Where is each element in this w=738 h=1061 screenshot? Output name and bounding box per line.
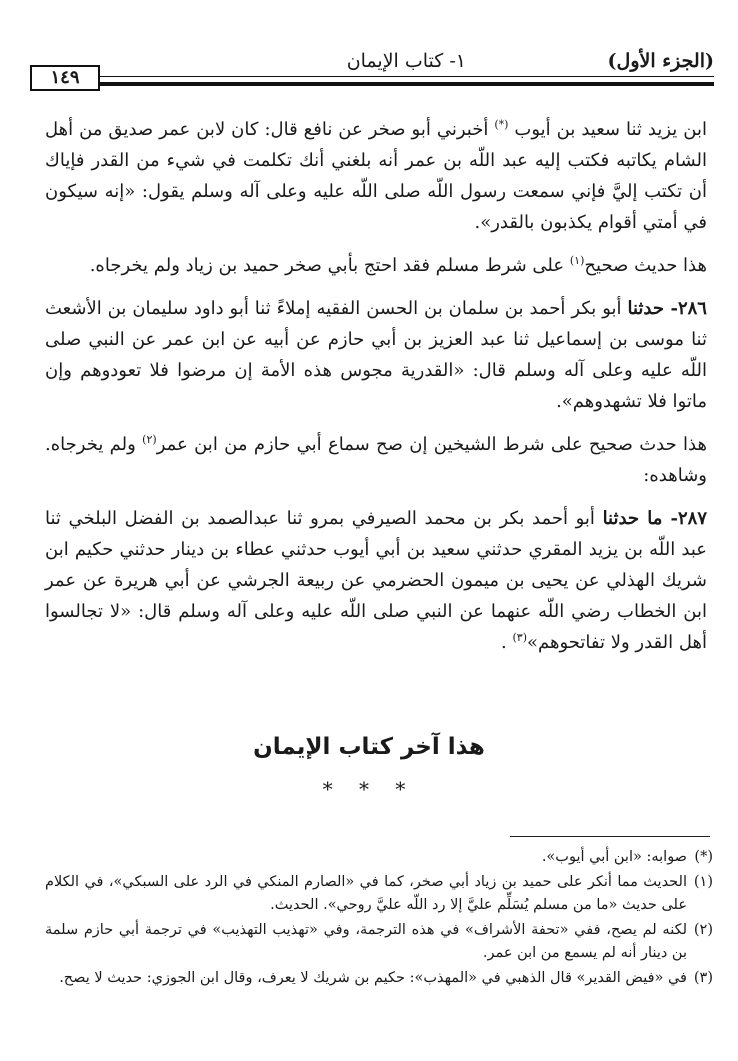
note-mark-1: (١) [569, 254, 585, 267]
paragraph-4: هذا حدث صحيح على شرط الشيخين إن صح سماع أبي حازم من ابن عمر$^{(٢)}$ ولم يخرجاه. وشاهده: [45, 433, 707, 486]
chapter-title: ١- كتاب الإيمان [346, 50, 466, 72]
footnotes [45, 846, 713, 992]
note-mark-3: (٣) [512, 631, 527, 644]
volume-label: (الجزء الأول) [607, 50, 714, 72]
header-rule-thin [98, 76, 714, 77]
note-mark-star: (*) [494, 118, 509, 131]
footnote-rule [510, 836, 710, 837]
hadith-287: ٢٨٧- ما حدثنا أبو أحمد بكر بن محمد الصيرفي بمرو ثنا عبدالصمد بن الفضل البلخي ثنا عبد اللّه بن يزيد المقري حدثني سعيد بن أبي أيوب حدثني عطاء بن دينار حدثني حكيم ابن شريك الهذلي عن يحيى بن ميمون الحضرمي عن ربيعة الجرشي عن أبي هريرة عن عمر ابن الخطاب رضي اللّه عنهما عن النبي صلى اللّه عليه وعلى آله وسلم قال: «لا تجالسوا أهل القدر ولا تفاتحوهم»$^{(٣)}$ . [45, 508, 707, 653]
hadith-286: ٢٨٦- حدثنا أبو بكر أحمد بن سلمان بن الحسن الفقيه إملاءً ثنا أبو داود سليمان بن الأشعث ثنا موسى بن إسماعيل ثنا عبد العزيز بن أبي حازم عن أبيه عن ابن عمر عن النبي صلى اللّه عليه وعلى آله وسلم قال: «القدرية مجوس هذه الأمة إن مرضوا فلا تعودوهم وإن ماتوا فلا تشهدوهم». [45, 298, 707, 412]
footnote-star: (*) صوابه: «ابن أبي أيوب». [541, 849, 713, 865]
section-divider-stars: * * * [322, 777, 416, 801]
hadith-number-286: ٢٨٦- حدثنا [627, 298, 707, 319]
hadith-number-287: ٢٨٧- ما حدثنا [602, 508, 707, 529]
main-text [45, 114, 707, 658]
paragraph-1: ابن يزيد ثنا سعيد بن أيوب (*) أخبرني أبو صخر عن نافع قال: كان لابن عمر صديق من أهل الشام يكاتبه فكتب إليه عبد اللّه بن عمر أنه بلغني أنك تكلمت في شيء من القدر فإياك أن تكتب إليَّ فإني سمعت رسول اللّه صلى اللّه عليه وعلى آله وسلم يقول: «إنه سيكون في أمتي أقوام يكذبون بالقدر». [45, 118, 707, 233]
header-rule-thick [98, 82, 714, 86]
page-number: ١٤٩ [30, 65, 100, 91]
note-mark-2: (٢) [142, 433, 157, 446]
section-end-title: هذا آخر كتاب الإيمان [253, 734, 485, 760]
footnote-2: (٢) لكنه لم يصح، ففي «تحفة الأشراف» في هذه الترجمة، وفي «تهذيب التهذيب» في ترجمة أبي حازم سلمة بن دينار أنه لم يسمع من ابن عمر. [45, 922, 713, 961]
page-header [28, 40, 714, 90]
footnote-3: (٣) في «فيض القدير» قال الذهبي في «المهذب»: حكيم بن شريك لا يعرف، وقال ابن الجوزي: حديث لا يصح. [59, 970, 713, 986]
paragraph-2: هذا حديث صحيح$^{(١)}$ على شرط مسلم فقد احتج بأبي صخر حميد بن زياد ولم يخرجاه. [89, 254, 707, 276]
footnote-1: (١) الحديث مما أنكر على حميد بن زياد أبي صخر، كما في «الصارم المنكي في الرد على السبكي»، في الكلام على حديث «ما من مسلم يُسَلِّم عليَّ إلا رد اللّه عليَّ روحي». الحديث. [45, 874, 713, 913]
